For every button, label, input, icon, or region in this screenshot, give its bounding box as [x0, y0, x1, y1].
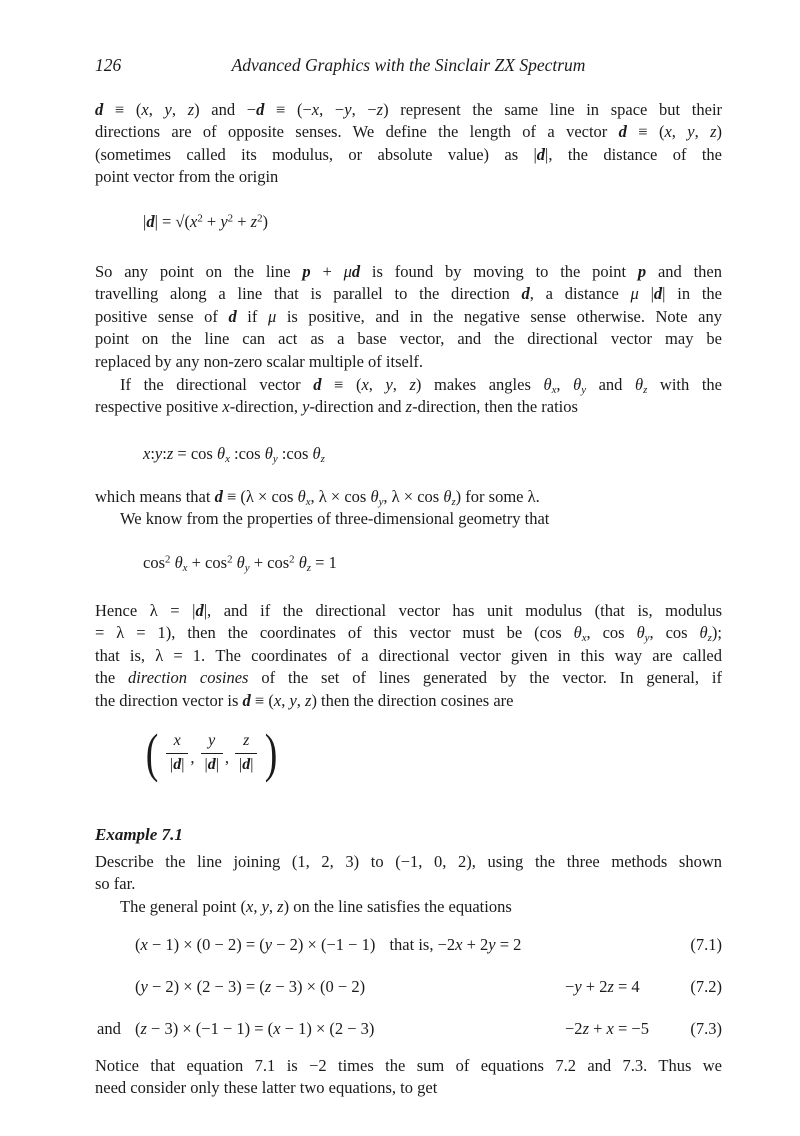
paragraph-closing — [95, 1055, 722, 1100]
equation-row-7-2 — [95, 976, 722, 1000]
numbered-equations — [95, 934, 722, 1060]
equation-result: that is, −2x + 2y = 2 — [389, 935, 522, 954]
text-line: that is, λ = 1. The coordinates of a directional vector given in this way are called — [95, 645, 722, 665]
equation-result: −2z + x = −5 — [565, 1019, 649, 1038]
display-equation-cos-identity: $\cos^2 \theta_x + \cos^2 \theta_y + \cos^2 \theta_z = 1$ — [143, 553, 337, 575]
display-equation-modulus: $|d| = √(x^2 + y^2 + z^2)$ — [143, 212, 268, 231]
text-line: Describe the line joining (1, 2, 3) to (−1, 0, 2), using the three methods shown — [95, 852, 722, 871]
text-line: travelling along a line that is parallel to the direction d, a distance μ |d| in the — [95, 284, 723, 304]
example-heading: Example 7.1 — [95, 825, 183, 844]
numerator: x — [173, 732, 181, 750]
text-line: Notice that equation 7.1 is −2 times the sum of equations 7.2 and 7.3. Thus we — [95, 1056, 722, 1075]
text-line: which means that $d \equiv (\lambda \times \cos \theta_x$, $\lambda \times \cos \theta_y$, $\lambda \times \cos \theta_z$) for some λ. — [95, 487, 540, 509]
text-line: Hence λ = |d|, and if the directional vector has unit modulus (that is, modulus — [95, 601, 722, 620]
text-line: If the directional vector d ≡ (x, y, z) makes angles $\theta_x$, $\theta_y$ and $\theta_z$ with the — [120, 375, 722, 397]
equation-lead: and — [97, 1019, 121, 1038]
fraction-z — [235, 732, 257, 774]
denominator: |d| — [201, 753, 223, 774]
paragraph-angles — [95, 374, 722, 419]
text-line: the direction vector is d ≡ (x, y, z) then the direction cosines are — [95, 690, 514, 710]
text-line: positive sense of d if μ is positive, and in the negative sense otherwise. Note any — [95, 306, 722, 326]
equation-body: (x − 1) × (0 − 2) = (y − 2) × (−1 − 1) — [135, 935, 376, 954]
paragraph-intro-vectors — [95, 99, 722, 189]
page-header — [95, 54, 722, 76]
text-line: (sometimes called its modulus, or absolute value) as |d|, the distance of the — [95, 144, 722, 164]
text-line: directions are of opposite senses. We define the length of a vector d ≡ (x, y, z) — [95, 122, 722, 142]
equation-row-7-3 — [95, 1018, 722, 1042]
close-paren: ) — [265, 723, 278, 783]
numerator: y — [208, 732, 216, 750]
display-equation-direction-cosines — [143, 723, 280, 783]
paragraph-line-point — [95, 261, 722, 373]
numerator: z — [243, 732, 250, 750]
text-line: the direction cosines of the set of lines generated by the vector. In general, if — [95, 668, 722, 688]
fraction-y — [201, 732, 223, 774]
text-line: So any point on the line p + μd is found by moving to the point p and then — [95, 262, 722, 281]
text-line: point vector from the origin — [95, 167, 279, 187]
equation-result: −y + 2z = 4 — [565, 977, 640, 996]
comma-separator: , — [224, 747, 230, 767]
text-line: The general point (x, y, z) on the line satisfies the equations — [120, 896, 512, 916]
denominator: |d| — [166, 753, 188, 774]
paragraph-example-statement — [95, 851, 722, 918]
text-line: respective positive x-direction, y-direction and z-direction, then the ratios — [95, 397, 578, 417]
comma-separator: , — [190, 747, 195, 767]
text-line: We know from the properties of three-dimensional geometry that — [120, 509, 550, 529]
paragraph-direction-cosines — [95, 600, 722, 712]
open-paren: ( — [145, 723, 159, 783]
display-equation-ratios: x:y:z = $\cos \theta_x$ :cos $\theta_y$ :cos $\theta_z$ — [143, 444, 325, 466]
running-title: Advanced Graphics with the Sinclair ZX Spectrum — [231, 55, 586, 75]
text-line: = λ = 1), then the coordinates of this vector must be (cos $\theta_x$, $\cos \theta_y$, $\cos \theta_z$); — [95, 623, 722, 645]
denominator: |d| — [235, 753, 257, 774]
page-number: 126 — [95, 55, 122, 75]
equation-body: (y − 2) × (2 − 3) = (z − 3) × (0 − 2) — [135, 977, 366, 996]
text-line: replaced by any non-zero scalar multiple of itself. — [95, 351, 424, 371]
equation-number: (7.2) — [690, 977, 722, 996]
text-line: d ≡ (x, y, z) and −d ≡ (−x, −y, −z) represent the same line in space but their — [95, 100, 723, 119]
equation-body: (z − 3) × (−1 − 1) = (x − 1) × (2 − 3) — [135, 1019, 375, 1038]
equation-row-7-1 — [95, 934, 722, 958]
equation-number: (7.1) — [690, 935, 722, 954]
text-line: need consider only these latter two equations, to get — [95, 1078, 438, 1098]
fraction-x — [166, 732, 188, 774]
equation-number: (7.3) — [690, 1019, 722, 1038]
text-line: so far. — [95, 874, 136, 894]
paragraph-lambda — [95, 486, 722, 531]
text-line: point on the line can act as a base vector, and the directional vector may be — [95, 329, 722, 349]
